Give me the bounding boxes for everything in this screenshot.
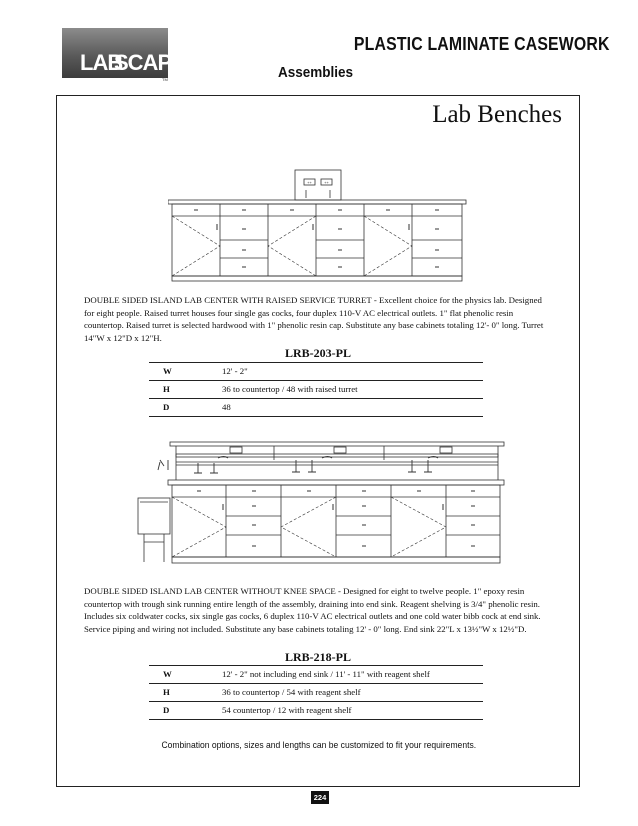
spec-row: [149, 701, 483, 720]
product-description: DOUBLE SIDED ISLAND LAB CENTER WITH RAISED SERVICE TURRET - Excellent choice for the physics lab. Designed for eight people. Raised turret houses four single gas cocks, four duplex 110-V AC electrical outlets. 1" flat phenolic resin countertop. Raised turret is selected hardwood with 1" phenolic resin cap. Substitute any base cabinets totaling 12'- 0" long. Turret 14"W x 12"D x 12"H.: [84, 295, 544, 343]
spec-row: [149, 683, 483, 701]
logo-text-scape: SCAPE: [114, 50, 185, 75]
spec-key: W: [163, 366, 172, 376]
bench-drawing-reagent-shelf: [136, 436, 508, 570]
page-number: 224: [311, 791, 329, 804]
spec-value: 36 to countertop / 48 with raised turret: [222, 384, 358, 394]
model-number-text: LRB-218-PL: [285, 650, 351, 664]
spec-row: [149, 362, 483, 380]
spec-key: H: [163, 687, 170, 697]
spec-value: 48: [222, 402, 231, 412]
spec-key: D: [163, 402, 170, 412]
spec-value: 54 countertop / 12 with reagent shelf: [222, 705, 352, 715]
labscape-logo: [62, 28, 185, 82]
spec-value: 36 to countertop / 54 with reagent shelf: [222, 687, 361, 697]
spec-value: 12' - 2" not including end sink / 11' - 11" with reagent shelf: [222, 669, 430, 679]
spec-row: [149, 380, 483, 398]
spec-key: D: [163, 705, 170, 715]
section-title: Lab Benches: [432, 101, 562, 128]
footer-note-text: Combination options, sizes and lengths can be customized to fit your requirements.: [161, 740, 477, 751]
svg-text:++: ++: [324, 180, 329, 185]
product-description: DOUBLE SIDED ISLAND LAB CENTER WITHOUT KNEE SPACE - Designed for eight to twelve people. 1" epoxy resin countertop with trough sink running entire length of the assembly, draining into end sink. Reagent shelving is 3/4" phenolic resin. Includes six coldwater cocks, six single gas cocks, 6 duplex 110-V AC electrical outlets and one cold water bibb cock at end sink. Service piping and wiring not included. Substitute any base cabinets totaling 12' - 0" long. End sink 22"L x 13½"W x 12½"D.: [84, 586, 541, 634]
svg-text:++: ++: [307, 180, 312, 185]
spec-value: 12' - 2": [222, 366, 248, 376]
page-subheading: Assemblies: [278, 64, 354, 81]
spec-table: [149, 665, 483, 720]
spec-key: W: [163, 669, 172, 679]
logo-trademark: TM: [162, 77, 168, 82]
spec-row: [149, 398, 483, 417]
bench-drawing-turret: [168, 168, 468, 282]
footer-note: [0, 740, 638, 751]
model-number-text: LRB-203-PL: [285, 346, 351, 360]
logo-text-lab: LAB: [80, 50, 123, 75]
spec-table: [149, 362, 483, 417]
spec-key: H: [163, 384, 170, 394]
page-heading: PLASTIC LAMINATE CASEWORK: [354, 34, 610, 54]
spec-row: [149, 665, 483, 683]
